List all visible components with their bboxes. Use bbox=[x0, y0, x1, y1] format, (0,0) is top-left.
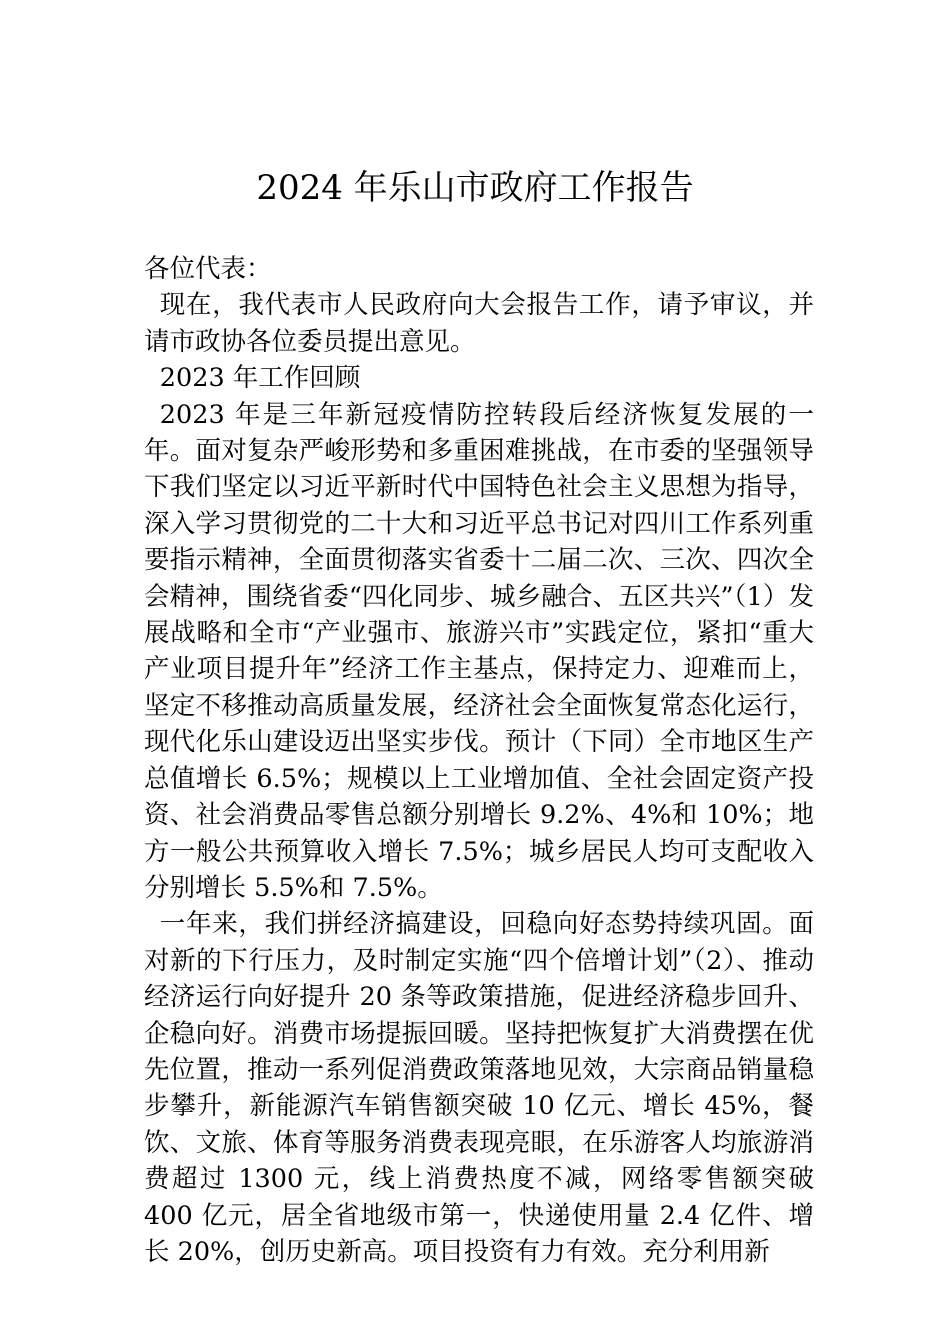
document-title: 2024 年乐山市政府工作报告 bbox=[256, 168, 694, 208]
document-body bbox=[144, 251, 814, 1270]
paragraph-economy: 一年来，我们拼经济搞建设，回稳向好态势持续巩固。面对新的下行压力，及时制定实施“四个倍增计划”（2）、推动经济运行向好提升 20 条等政策措施，促进经济稳步回升、企稳向好。消费市场提振回暖。坚持把恢复扩大消费摆在优先位置，推动一系列促消费政策落地见效，大宗商品销量稳步攀升，新能源汽车销售额突破 10 亿元、增长 45%，餐饮、文旅、体育等服务消费表现亮眼，在乐游客人均旅游消费超过 1300 元，线上消费热度不减，网络零售额突破 400 亿元，居全省地级市第一，快递使用量 2.4 亿件、增长 20%，创历史新高。项目投资有力有效。充分利用新 bbox=[144, 909, 814, 1267]
section-heading: 2023 年工作回顾 bbox=[159, 363, 361, 394]
paragraph-intro: 现在，我代表市人民政府向大会报告工作，请予审议，并请市政协各位委员提出意见。 bbox=[144, 290, 814, 357]
paragraph-review: 2023 年是三年新冠疫情防控转段后经济恢复发展的一年。面对复杂严峻形势和多重困难挑战，在市委的坚强领导下我们坚定以习近平新时代中国特色社会主义思想为指导，深入学习贯彻党的二十大和习近平总书记对四川工作系列重要指示精神，全面贯彻落实省委十二届二次、三次、四次全会精神，围绕省委“四化同步、城乡融合、五区共兴”（1）发展战略和全市“产业强市、旅游兴市”实践定位，紧扣“重大产业项目提升年”经济工作主基点，保持定力、迎难而上，坚定不移推动高质量发展，经济社会全面恢复常态化运行，现代化乐山建设迈出坚实步伐。预计（下同）全市地区生产总值增长 6.5%；规模以上工业增加值、全社会固定资产投资、社会消费品零售总额分别增长 9.2%、4%和 10%；地方一般公共预算收入增长 7.5%；城乡居民人均可支配收入分别增长 5.5%和 7.5%。 bbox=[144, 399, 814, 903]
salutation: 各位代表： bbox=[144, 254, 272, 284]
